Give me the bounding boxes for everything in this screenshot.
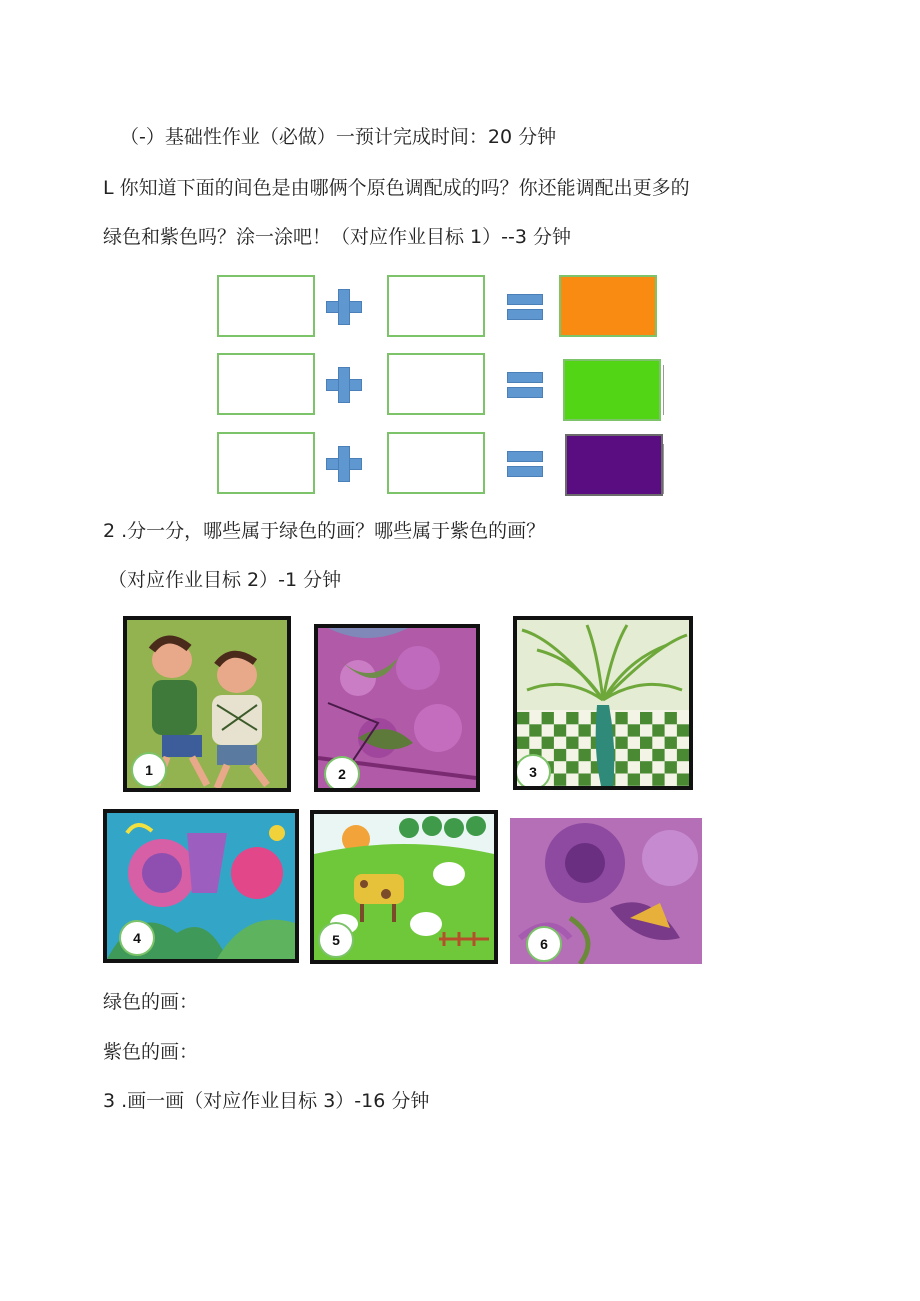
equation-row-purple xyxy=(217,432,687,494)
equation-row-orange xyxy=(217,275,687,337)
plus-icon xyxy=(326,446,362,482)
painting-4[interactable] xyxy=(103,809,299,963)
equals-icon xyxy=(507,451,543,477)
q3-prompt: 3 .画一画（对应作业目标 3）-16 分钟 xyxy=(103,1090,430,1112)
painting-number-badge: 6 xyxy=(526,926,562,962)
q1-prompt-line1: L 你知道下面的间色是由哪俩个原色调配成的吗？你还能调配出更多的 xyxy=(103,177,690,199)
painting-3[interactable] xyxy=(513,616,693,790)
divider xyxy=(663,365,667,415)
plus-icon xyxy=(326,289,362,325)
result-swatch-orange xyxy=(559,275,657,337)
primary-color-box-2[interactable] xyxy=(387,275,485,337)
painting-2[interactable] xyxy=(314,624,480,792)
painting-number-badge: 4 xyxy=(119,920,155,956)
painting-5[interactable] xyxy=(310,810,498,964)
purple-paintings-label: 紫色的画： xyxy=(103,1041,199,1063)
q1-prompt-line2: 绿色和紫色吗？涂一涂吧！（对应作业目标 1）--3 分钟 xyxy=(103,226,571,248)
green-paintings-label: 绿色的画： xyxy=(103,991,199,1013)
section-heading: （-）基础性作业（必做）一预计完成时间：20 分钟 xyxy=(120,126,557,148)
painting-6[interactable] xyxy=(510,818,702,964)
equals-icon xyxy=(507,372,543,398)
primary-color-box-1[interactable] xyxy=(217,353,315,415)
plus-icon xyxy=(326,367,362,403)
primary-color-box-2[interactable] xyxy=(387,432,485,494)
primary-color-box-1[interactable] xyxy=(217,432,315,494)
q2-prompt-line1: 2 .分一分，哪些属于绿色的画？哪些属于紫色的画？ xyxy=(103,520,546,542)
divider xyxy=(663,444,667,494)
primary-color-box-1[interactable] xyxy=(217,275,315,337)
painting-number-badge: 3 xyxy=(515,754,551,790)
result-swatch-purple xyxy=(565,434,663,496)
painting-number-badge: 2 xyxy=(324,756,360,792)
equals-icon xyxy=(507,294,543,320)
equation-row-green xyxy=(217,353,687,415)
primary-color-box-2[interactable] xyxy=(387,353,485,415)
painting-number-badge: 5 xyxy=(318,922,354,958)
painting-1[interactable] xyxy=(123,616,291,792)
result-swatch-green xyxy=(563,359,661,421)
q2-prompt-line2: （对应作业目标 2）-1 分钟 xyxy=(108,569,342,591)
painting-number-badge: 1 xyxy=(131,752,167,788)
